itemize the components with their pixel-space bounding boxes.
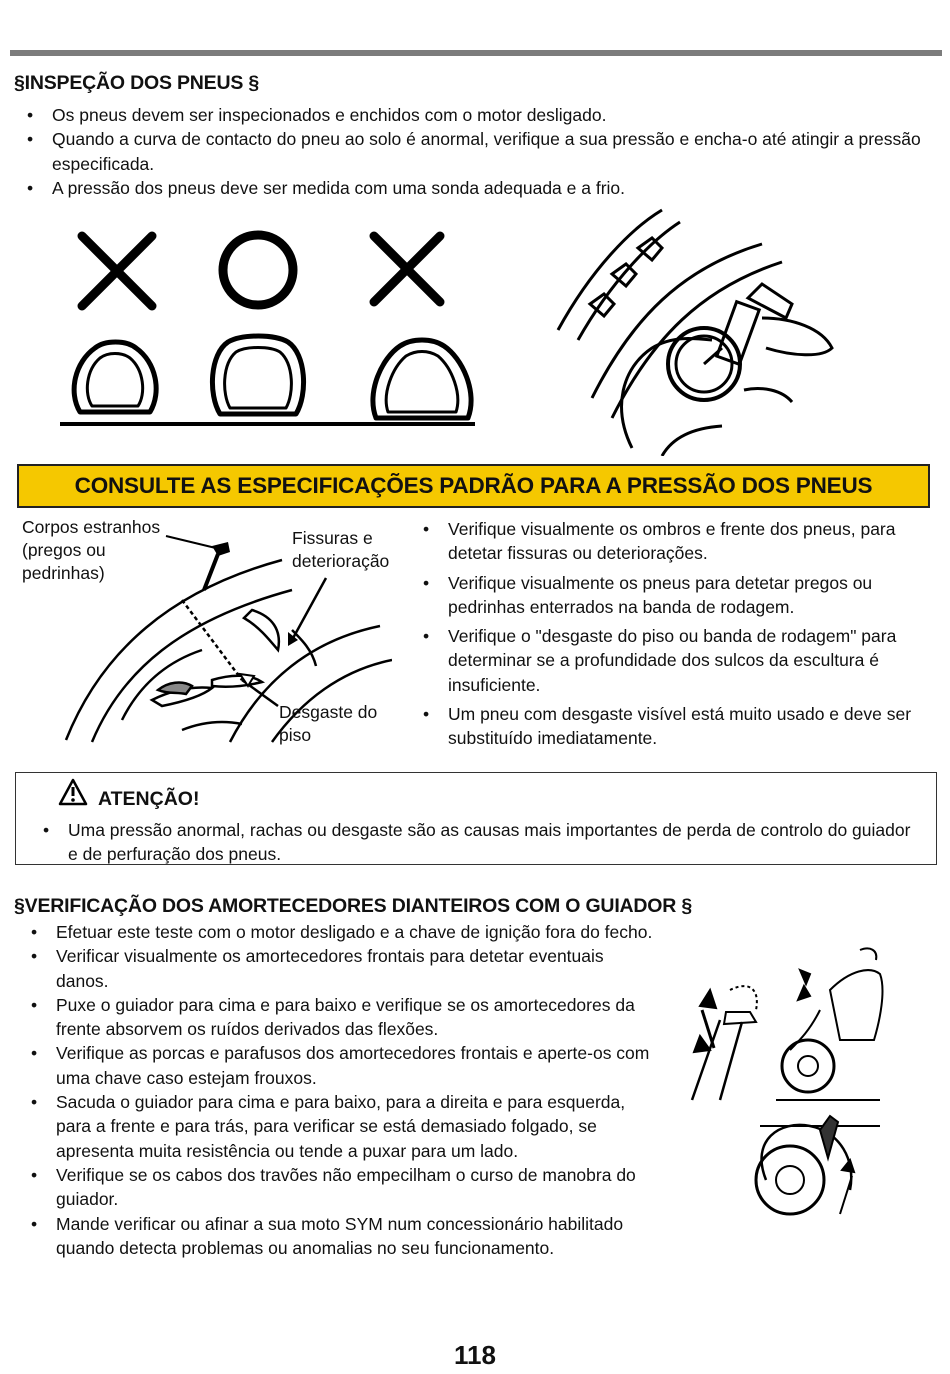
- label-cracks: Fissuras e deterioração: [292, 528, 390, 571]
- page-number: 118: [454, 1340, 496, 1370]
- front-wheel-icon: [782, 1040, 834, 1092]
- list-item: • Verifique visualmente os pneus para detetar pregos ou pedrinhas enterrados na banda de rodagem.: [418, 571, 928, 620]
- label-foreign-objects: Corpos estranhos (pregos ou pedrinhas): [22, 517, 161, 583]
- section-title-tire-inspection: §INSPEÇÃO DOS PNEUS §: [14, 72, 260, 94]
- label-tread-wear: Desgaste do piso: [279, 702, 378, 745]
- front-shocks-list: [26, 920, 656, 1260]
- tire-profile-illustration: [60, 222, 480, 437]
- nail-icon: [212, 542, 230, 556]
- list-item: • Puxe o guiador para cima e para baixo e verifique se os amortecedores da frente absorvem os ruídos derivados das flexões.: [26, 993, 656, 1042]
- tread-inspection-list: [418, 517, 928, 751]
- list-item: • Verifique visualmente os ombros e frente dos pneus, para detetar fissuras ou deteriorações.: [418, 517, 928, 566]
- scooter-suspension-illustration: [680, 930, 894, 1230]
- tire-pressure-spec-banner: CONSULTE AS ESPECIFICAÇÕES PADRÃO PARA A PRESSÃO DOS PNEUS: [17, 464, 930, 508]
- tire-inspection-list: [22, 103, 942, 200]
- list-item: • A pressão dos pneus deve ser medida com uma sonda adequada e a frio.: [22, 176, 942, 200]
- list-item: • Os pneus devem ser inspecionados e enchidos com o motor desligado.: [22, 103, 942, 127]
- list-item: • Verifique o "desgaste do piso ou banda de rodagem" para determinar se a profundidade dos sulcos da escultura é insuficiente.: [418, 624, 928, 697]
- list-item: • Verifique as porcas e parafusos dos amortecedores frontais e aperte-os com uma chave caso estejam frouxos.: [26, 1041, 656, 1090]
- list-item: • Mande verificar ou afinar a sua moto SYM num concessionário habilitado quando detecta problemas ou anomalias no seu funcionamento.: [26, 1212, 656, 1261]
- warning-text: • Uma pressão anormal, rachas ou desgaste são as causas mais importantes de perda de controlo do guiador e de perfuração dos pneus.: [38, 818, 918, 867]
- circle-icon: [223, 235, 293, 305]
- top-rule: [10, 50, 942, 56]
- list-item: • Sacuda o guiador para cima e para baixo, para a direita e para esquerda, para a frente e para trás, para verificar se está demasiado folgado, se apresenta muita resistência ou tende a puxar para um lado.: [26, 1090, 656, 1163]
- pressure-gauge-illustration: [552, 208, 844, 456]
- warning-triangle-icon: [58, 778, 88, 806]
- list-item: • Verifique se os cabos dos travões não empecilham o curso de manobra do guiador.: [26, 1163, 656, 1212]
- list-item: • Efetuar este teste com o motor desligado e a chave de ignição fora do fecho.: [26, 920, 656, 944]
- warning-title: ATENÇÃO!: [98, 788, 200, 810]
- list-item: • Um pneu com desgaste visível está muito usado e deve ser substituído imediatamente.: [418, 702, 928, 751]
- section-title-front-shocks: §VERIFICAÇÃO DOS AMORTECEDORES DIANTEIROS COM O GUIADOR §: [14, 895, 693, 917]
- list-item: • Quando a curva de contacto do pneu ao solo é anormal, verifique a sua pressão e encha-o até atingir a pressão especificada.: [22, 127, 942, 176]
- warning-list: [38, 818, 918, 867]
- list-item: • Verificar visualmente os amortecedores frontais para detetar eventuais danos.: [26, 944, 656, 993]
